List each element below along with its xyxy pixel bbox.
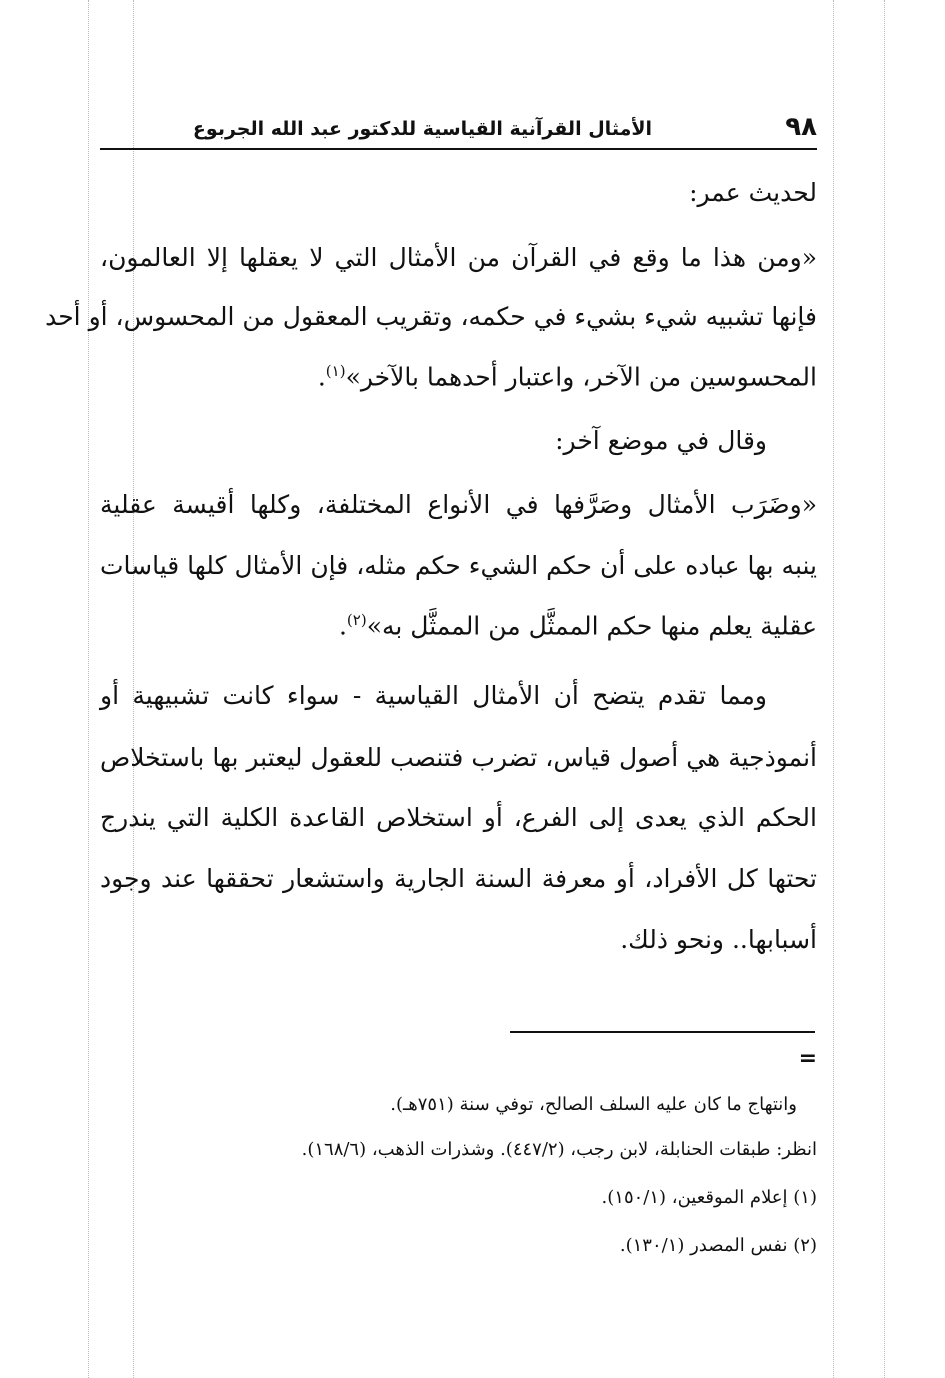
period: . xyxy=(317,362,326,392)
body-line: «ومن هذا ما وقع في القرآن من الأمثال التي لا يعقلها إلا العالمون، xyxy=(100,243,817,272)
body-line: الحكم الذي يعدى إلى الفرع، أو استخلاص القاعدة الكلية التي يندرج xyxy=(100,803,817,832)
right-guide-dotted-line xyxy=(884,0,885,1378)
body-line: تحتها كل الأفراد، أو معرفة السنة الجارية واستشعار تحققها عند وجود xyxy=(100,864,817,893)
body-line: لحديث عمر: xyxy=(689,178,817,207)
right-margin-dotted-line xyxy=(833,0,834,1378)
footnote-line: انظر: طبقات الحنابلة، لابن رجب، (٤٤٧/٢). وشذرات الذهب، (١٦٨/٦). xyxy=(301,1139,817,1160)
period: . xyxy=(338,611,347,641)
footnote-continuation-mark: = xyxy=(798,1046,817,1071)
footnote-ref: (٢) xyxy=(346,611,367,629)
page-number: ٩٨ xyxy=(785,112,817,142)
running-header xyxy=(100,108,817,150)
left-margin-dotted-line xyxy=(88,0,89,1378)
body-line-text: المحسوسين من الآخر، واعتبار أحدهما بالآخر» xyxy=(345,362,817,392)
header-title: الأمثال القرآنية القياسية للدكتور عبد الله الجربوع xyxy=(192,118,652,140)
body-line-text: عقلية يعلم منها حكم الممثَّل من الممثَّل به» xyxy=(366,611,817,641)
body-line: وقال في موضع آخر: xyxy=(555,426,767,455)
footnote-line: وانتهاج ما كان عليه السلف الصالح، توفي سنة (٧٥١هـ). xyxy=(390,1094,797,1115)
body-line: «وضَرَب الأمثال وصَرَّفها في الأنواع المختلفة، وكلها أقيسة عقلية xyxy=(100,490,817,519)
body-line: فإنها تشبيه شيء بشيء في حكمه، وتقريب المعقول من المحسوس، أو أحد xyxy=(45,302,817,331)
body-line xyxy=(317,362,817,392)
body-line: ومما تقدم يتضح أن الأمثال القياسية - سواء كانت تشبيهية أو xyxy=(100,681,768,710)
footnote-line: (١) إعلام الموقعين، (١٥٠/١). xyxy=(601,1187,817,1208)
body-line: أنموذجية هي أصول قياس، تضرب فتنصب للعقول ليعتبر بها باستخلاص xyxy=(100,743,817,772)
body-line xyxy=(338,611,817,641)
footnote-line: (٢) نفس المصدر (١٣٠/١). xyxy=(619,1235,817,1256)
body-line: أسبابها.. ونحو ذلك. xyxy=(620,925,817,954)
footnote-separator xyxy=(510,1031,815,1033)
footnote-ref: (١) xyxy=(325,362,346,380)
body-line: ينبه بها عباده على أن حكم الشيء حكم مثله، فإن الأمثال كلها قياسات xyxy=(100,551,817,580)
